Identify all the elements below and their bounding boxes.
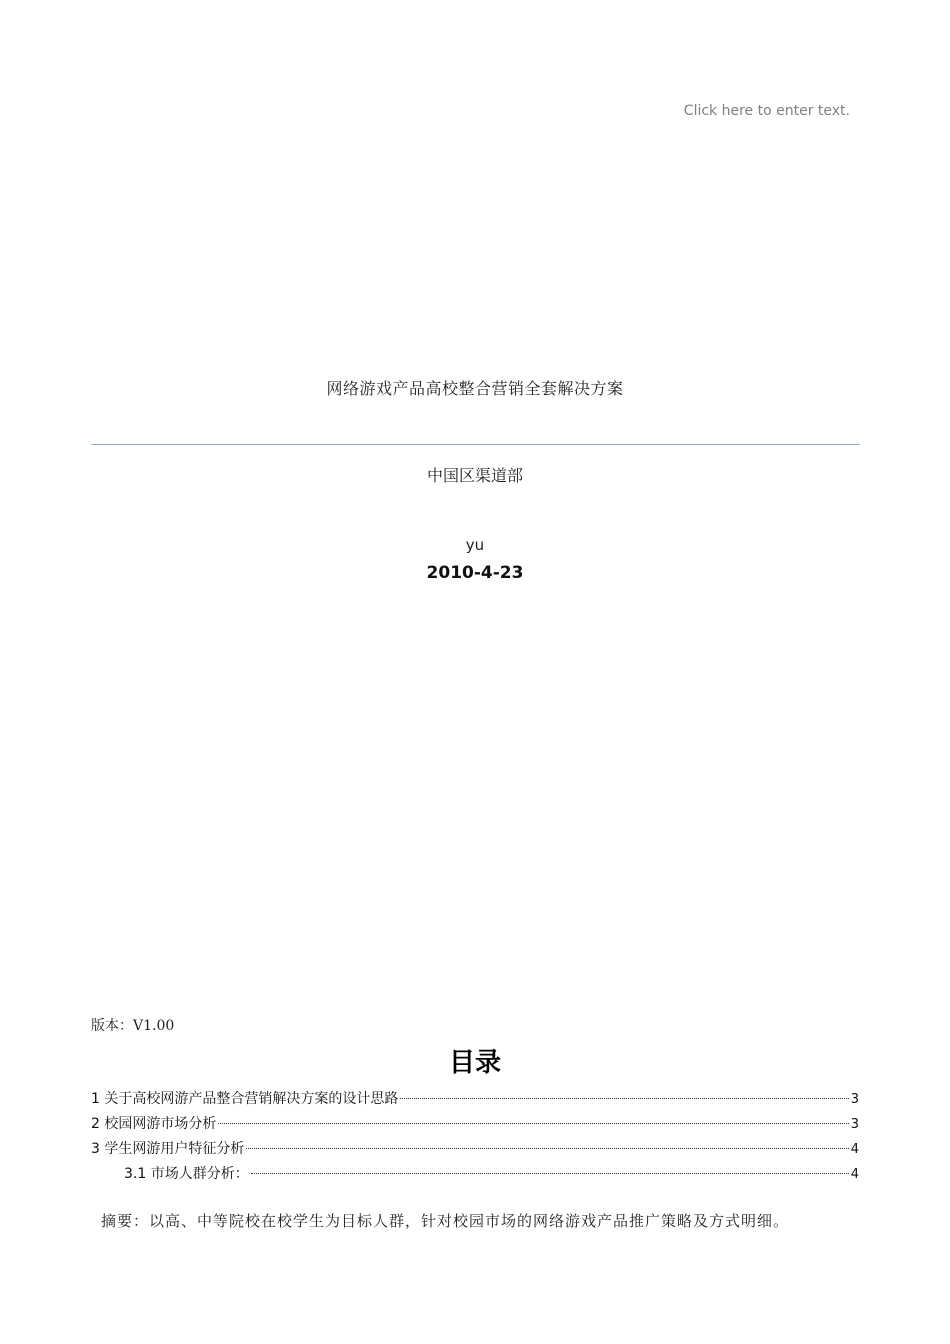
abstract-paragraph: 摘要：以高、中等院校在校学生为目标人群，针对校园市场的网络游戏产品推广策略及方式明细。 — [101, 1212, 790, 1230]
version-label: 版本：V1.00 — [91, 1018, 175, 1034]
title-divider — [91, 444, 860, 445]
document-title: 网络游戏产品高校整合营销全套解决方案 — [326, 379, 624, 398]
toc-heading: 目录 — [448, 1048, 501, 1078]
toc-entry-text: 3.1 市场人群分析： — [124, 1166, 249, 1182]
toc-entry-text: 3 学生网游用户特征分析 — [91, 1141, 245, 1157]
toc-entry-3[interactable] — [91, 1137, 859, 1162]
toc-entry-text: 2 校园网游市场分析 — [91, 1116, 217, 1132]
content-control-placeholder[interactable]: Click here to enter text. — [683, 103, 850, 119]
toc-dot-leader — [218, 1123, 848, 1124]
department-name: 中国区渠道部 — [426, 466, 523, 485]
toc-page-number: 3 — [850, 1117, 859, 1132]
toc-dot-leader — [251, 1173, 849, 1174]
toc-page-number: 4 — [850, 1167, 859, 1182]
toc-entry-1[interactable] — [91, 1087, 859, 1112]
toc-entry-2[interactable] — [91, 1112, 859, 1137]
toc-dot-leader — [400, 1098, 848, 1099]
toc-entry-text: 1 关于高校网游产品整合营销解决方案的设计思路 — [91, 1091, 399, 1107]
toc-page-number: 3 — [850, 1092, 859, 1107]
toc-page-number: 4 — [850, 1142, 859, 1157]
toc-dot-leader — [246, 1148, 848, 1149]
author-name: yu — [465, 536, 485, 554]
table-of-contents — [91, 1087, 859, 1187]
document-date: 2010-4-23 — [426, 563, 524, 583]
toc-entry-3-1[interactable] — [91, 1162, 859, 1187]
